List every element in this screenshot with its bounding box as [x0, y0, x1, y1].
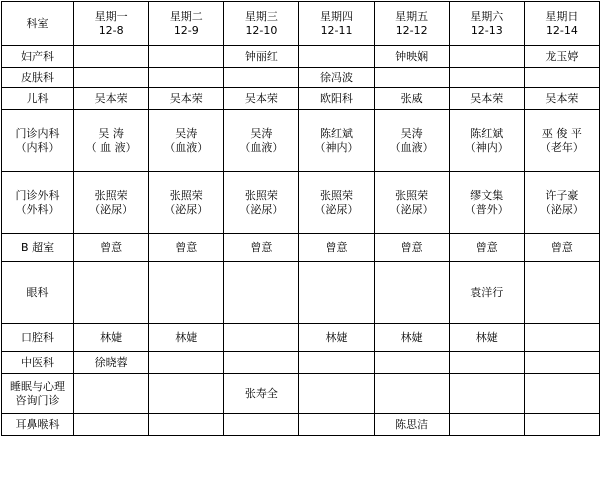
schedule-cell	[449, 352, 524, 374]
header-day-column	[299, 2, 374, 46]
doctor-name: 林婕	[175, 330, 198, 344]
department-label-cell	[2, 172, 74, 234]
department-name: 门诊外科	[15, 188, 60, 202]
schedule-cell	[299, 324, 374, 352]
doctor-name: 曾意	[550, 240, 573, 254]
department-label-cell	[2, 324, 74, 352]
schedule-cell	[299, 352, 374, 374]
schedule-cell	[374, 172, 449, 234]
doctor-specialty: （泌尿）	[89, 202, 134, 216]
header-date-label: 12-9	[173, 23, 199, 37]
schedule-cell	[374, 110, 449, 172]
doctor-name: 曾意	[100, 240, 123, 254]
schedule-cell	[524, 172, 599, 234]
header-day-label: 星期日	[545, 9, 579, 23]
schedule-cell	[149, 172, 224, 234]
department-label-cell	[2, 110, 74, 172]
schedule-cell	[449, 324, 524, 352]
header-day-label: 科室	[26, 16, 49, 30]
schedule-cell	[224, 46, 299, 68]
table-row	[2, 172, 600, 234]
table-header-row	[2, 2, 600, 46]
schedule-cell	[524, 234, 599, 262]
schedule-cell	[149, 46, 224, 68]
doctor-name: 龙玉婷	[545, 49, 579, 63]
department-name: 皮肤科	[21, 70, 55, 84]
table-row	[2, 352, 600, 374]
doctor-specialty: （血液）	[389, 140, 434, 154]
header-date-label: 12-8	[98, 23, 124, 37]
doctor-name: 吴涛	[175, 126, 198, 140]
header-date-label: 12-10	[245, 23, 278, 37]
department-label-cell	[2, 88, 74, 110]
schedule-cell	[374, 374, 449, 414]
schedule-cell	[524, 110, 599, 172]
schedule-cell	[74, 324, 149, 352]
doctor-name: 曾意	[250, 240, 273, 254]
schedule-cell	[299, 88, 374, 110]
doctor-name: 许子豪	[545, 188, 579, 202]
department-subname: 咨询门诊	[15, 393, 60, 407]
department-label-cell	[2, 234, 74, 262]
schedule-cell	[74, 414, 149, 436]
header-date-label: 12-11	[320, 23, 353, 37]
department-name: 耳鼻喉科	[15, 417, 60, 431]
schedule-cell	[74, 88, 149, 110]
doctor-name: 张照荣	[169, 188, 203, 202]
schedule-cell	[224, 88, 299, 110]
schedule-cell	[74, 172, 149, 234]
table-row	[2, 88, 600, 110]
header-date-label: 12-14	[545, 23, 578, 37]
schedule-container	[0, 1, 601, 488]
schedule-cell	[449, 172, 524, 234]
table-row	[2, 262, 600, 324]
schedule-cell	[374, 88, 449, 110]
doctor-name: 林婕	[100, 330, 123, 344]
header-day-label: 星期二	[169, 9, 203, 23]
doctor-specialty: （ 血 液）	[85, 140, 137, 154]
schedule-cell	[524, 88, 599, 110]
department-label-cell	[2, 46, 74, 68]
schedule-cell	[524, 414, 599, 436]
table-row	[2, 46, 600, 68]
header-date-label: 12-13	[470, 23, 503, 37]
table-row	[2, 234, 600, 262]
schedule-cell	[524, 374, 599, 414]
department-label-cell	[2, 414, 74, 436]
department-name: 门诊内科	[15, 126, 60, 140]
schedule-cell	[299, 68, 374, 88]
header-day-column	[149, 2, 224, 46]
doctor-specialty: （泌尿）	[539, 202, 584, 216]
doctor-name: 张寿全	[244, 386, 278, 400]
doctor-name: 曾意	[175, 240, 198, 254]
department-label-cell	[2, 374, 74, 414]
doctor-name: 徐冯波	[320, 70, 354, 84]
doctor-name: 陈红斌	[320, 126, 354, 140]
doctor-name: 吴本荣	[470, 91, 504, 105]
doctor-name: 林婕	[475, 330, 498, 344]
department-label-cell	[2, 68, 74, 88]
doctor-name: 曾意	[400, 240, 423, 254]
doctor-name: 徐晓蓉	[94, 355, 128, 369]
doctor-schedule-table	[1, 1, 600, 436]
doctor-name: 张照荣	[320, 188, 354, 202]
department-label-cell	[2, 352, 74, 374]
doctor-name: 吴本荣	[169, 91, 203, 105]
doctor-name: 吴本荣	[545, 91, 579, 105]
schedule-cell	[74, 46, 149, 68]
department-label-cell	[2, 262, 74, 324]
doctor-name: 曾意	[475, 240, 498, 254]
doctor-name: 张照荣	[94, 188, 128, 202]
doctor-name: 吴涛	[400, 126, 423, 140]
header-date-label: 12-12	[395, 23, 428, 37]
schedule-cell	[149, 68, 224, 88]
department-name: 睡眠与心理	[10, 379, 66, 393]
doctor-name: 吴本荣	[94, 91, 128, 105]
schedule-cell	[224, 234, 299, 262]
doctor-name: 钟丽红	[244, 49, 278, 63]
schedule-cell	[299, 234, 374, 262]
doctor-name: 钟映娴	[395, 49, 429, 63]
header-day-label: 星期三	[244, 9, 278, 23]
table-row	[2, 414, 600, 436]
schedule-cell	[149, 324, 224, 352]
schedule-cell	[74, 110, 149, 172]
doctor-specialty: （泌尿）	[164, 202, 209, 216]
schedule-cell	[374, 234, 449, 262]
table-row	[2, 68, 600, 88]
header-day-column	[449, 2, 524, 46]
doctor-name: 张照荣	[244, 188, 278, 202]
header-day-column	[224, 2, 299, 46]
department-subname: （内科）	[15, 140, 60, 154]
schedule-cell	[449, 374, 524, 414]
schedule-cell	[449, 88, 524, 110]
header-day-label: 星期四	[320, 9, 354, 23]
schedule-cell	[149, 234, 224, 262]
schedule-cell	[224, 68, 299, 88]
schedule-cell	[74, 262, 149, 324]
schedule-cell	[449, 46, 524, 68]
department-name: 口腔科	[21, 330, 55, 344]
schedule-cell	[299, 110, 374, 172]
header-day-column	[524, 2, 599, 46]
schedule-cell	[299, 374, 374, 414]
schedule-cell	[449, 262, 524, 324]
schedule-cell	[149, 110, 224, 172]
schedule-cell	[449, 234, 524, 262]
doctor-specialty: （神内）	[314, 140, 359, 154]
schedule-cell	[524, 68, 599, 88]
doctor-specialty: （泌尿）	[314, 202, 359, 216]
schedule-cell	[449, 68, 524, 88]
schedule-cell	[299, 262, 374, 324]
schedule-cell	[374, 68, 449, 88]
table-row	[2, 374, 600, 414]
doctor-specialty: （泌尿）	[389, 202, 434, 216]
header-day-label: 星期五	[395, 9, 429, 23]
schedule-cell	[524, 352, 599, 374]
doctor-name: 吴本荣	[244, 91, 278, 105]
doctor-name: 欧阳科	[320, 91, 354, 105]
schedule-table-body	[2, 2, 600, 436]
department-name: 中医科	[21, 355, 55, 369]
schedule-cell	[224, 262, 299, 324]
schedule-cell	[74, 374, 149, 414]
doctor-name: 曾意	[325, 240, 348, 254]
header-day-column	[374, 2, 449, 46]
schedule-cell	[224, 374, 299, 414]
doctor-specialty: （泌尿）	[239, 202, 284, 216]
schedule-cell	[374, 414, 449, 436]
schedule-cell	[299, 172, 374, 234]
schedule-cell	[149, 262, 224, 324]
schedule-cell	[374, 262, 449, 324]
doctor-name: 林婕	[325, 330, 348, 344]
schedule-cell	[224, 324, 299, 352]
schedule-cell	[374, 324, 449, 352]
department-subname: （外科）	[15, 202, 60, 216]
department-name: B 超室	[21, 240, 55, 254]
schedule-cell	[149, 414, 224, 436]
doctor-name: 吴涛	[250, 126, 273, 140]
doctor-name: 张威	[400, 91, 423, 105]
schedule-cell	[149, 352, 224, 374]
schedule-cell	[374, 46, 449, 68]
department-name: 眼科	[26, 285, 49, 299]
doctor-name: 张照荣	[395, 188, 429, 202]
doctor-name: 缪文集	[470, 188, 504, 202]
schedule-cell	[149, 374, 224, 414]
schedule-cell	[449, 110, 524, 172]
table-row	[2, 110, 600, 172]
schedule-cell	[224, 352, 299, 374]
schedule-cell	[449, 414, 524, 436]
schedule-cell	[74, 234, 149, 262]
department-name: 妇产科	[21, 49, 55, 63]
doctor-name: 陈思洁	[395, 417, 429, 431]
header-day-label: 星期六	[470, 9, 504, 23]
schedule-cell	[524, 262, 599, 324]
doctor-name: 林婕	[400, 330, 423, 344]
doctor-specialty: （老年）	[539, 140, 584, 154]
header-day-column	[74, 2, 149, 46]
schedule-cell	[149, 88, 224, 110]
schedule-cell	[224, 172, 299, 234]
schedule-cell	[74, 68, 149, 88]
department-name: 儿科	[26, 91, 49, 105]
doctor-name: 吴 涛	[98, 126, 124, 140]
header-day-label: 星期一	[94, 9, 128, 23]
doctor-specialty: （血液）	[164, 140, 209, 154]
schedule-cell	[224, 414, 299, 436]
schedule-cell	[74, 352, 149, 374]
doctor-specialty: （普外）	[464, 202, 509, 216]
schedule-cell	[374, 352, 449, 374]
schedule-cell	[524, 324, 599, 352]
schedule-cell	[524, 46, 599, 68]
doctor-name: 陈红斌	[470, 126, 504, 140]
table-row	[2, 324, 600, 352]
schedule-cell	[299, 46, 374, 68]
doctor-specialty: （血液）	[239, 140, 284, 154]
header-dept-column	[2, 2, 74, 46]
schedule-cell	[299, 414, 374, 436]
schedule-cell	[224, 110, 299, 172]
doctor-name: 袁洋行	[470, 285, 504, 299]
doctor-name: 巫 俊 平	[541, 126, 582, 140]
doctor-specialty: （神内）	[464, 140, 509, 154]
